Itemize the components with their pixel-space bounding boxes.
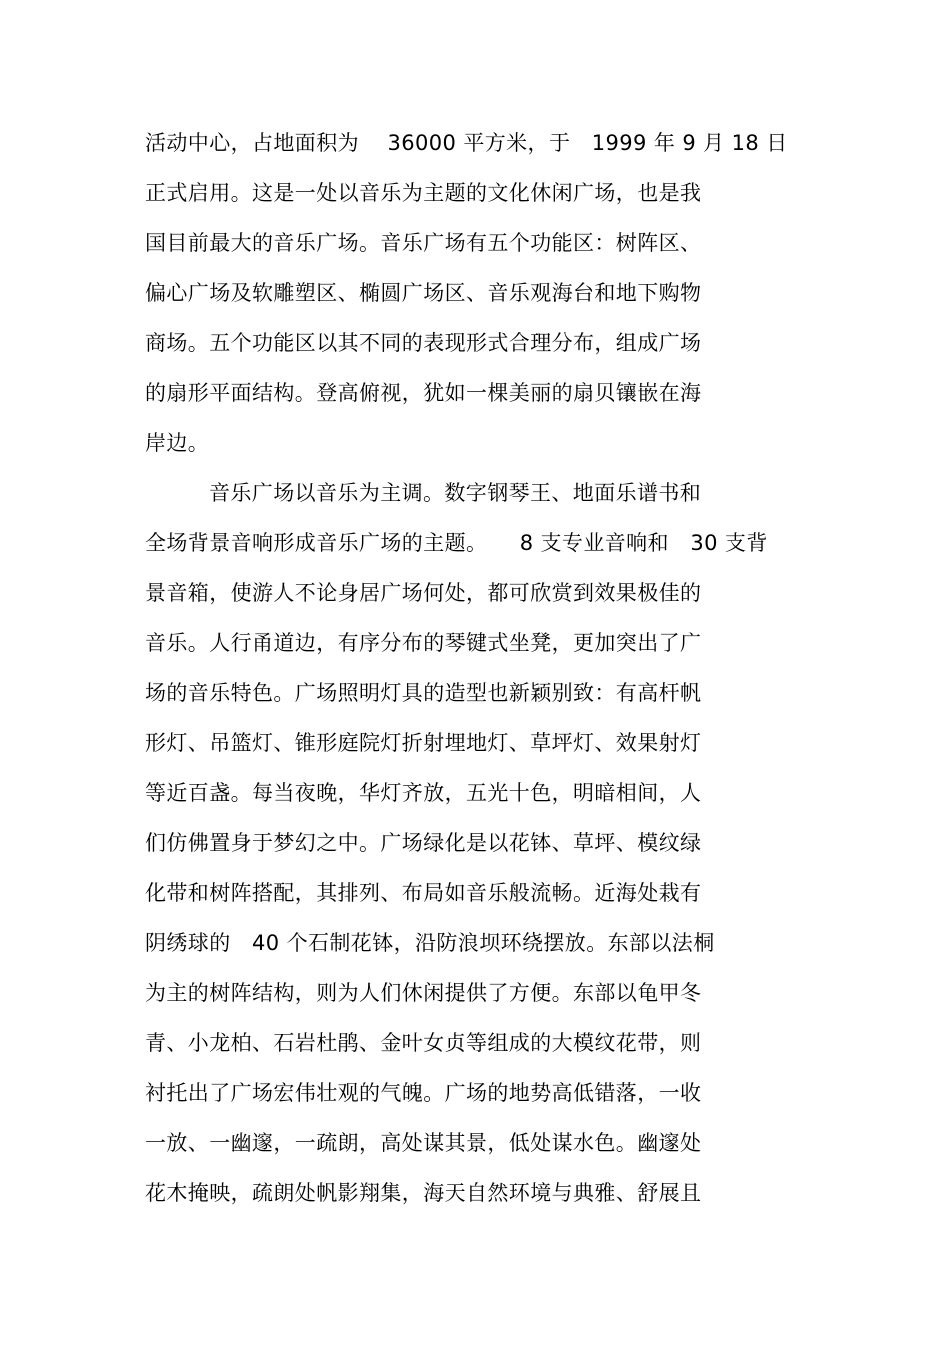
text-line-indented: 音乐广场以音乐为主调。数字钢琴王、地面乐谱书和	[209, 481, 702, 505]
body-text	[145, 118, 825, 1218]
text-line: 全场背景音响形成音乐广场的主题。 8 支专业音响和 30 支背	[145, 531, 768, 555]
text-line: 场的音乐特色。广场照明灯具的造型也新颖别致：有高杆帆	[145, 681, 702, 705]
text-line: 形灯、吊篮灯、锥形庭院灯折射埋地灯、草坪灯、效果射灯	[145, 731, 702, 755]
text-line: 一放、一幽邃，一疏朗，高处谋其景，低处谋水色。幽邃处	[145, 1131, 702, 1155]
text-line: 花木掩映，疏朗处帆影翔集，海天自然环境与典雅、舒展且	[145, 1181, 702, 1205]
text-line: 的扇形平面结构。登高俯视，犹如一棵美丽的扇贝镶嵌在海	[145, 381, 702, 405]
text-line: 景音箱，使游人不论身居广场何处，都可欣赏到效果极佳的	[145, 581, 702, 605]
text-line: 正式启用。这是一处以音乐为主题的文化休闲广场，也是我	[145, 181, 702, 205]
text-line: 商场。五个功能区以其不同的表现形式合理分布，组成广场	[145, 331, 702, 355]
text-line: 偏心广场及软雕塑区、椭圆广场区、音乐观海台和地下购物	[145, 281, 702, 305]
text-line: 岸边。	[145, 431, 210, 455]
text-line: 们仿佛置身于梦幻之中。广场绿化是以花钵、草坪、模纹绿	[145, 831, 702, 855]
text-line: 音乐。人行甬道边，有序分布的琴键式坐凳，更加突出了广	[145, 631, 702, 655]
text-line: 活动中心，占地面积为 36000 平方米，于 1999 年 9 月 18 日	[145, 131, 788, 155]
text-line: 衬托出了广场宏伟壮观的气魄。广场的地势高低错落，一收	[145, 1081, 702, 1105]
text-line: 等近百盏。每当夜晚，华灯齐放，五光十色，明暗相间，人	[145, 781, 702, 805]
text-line: 阴绣球的 40 个石制花钵，沿防浪坝环绕摆放。东部以法桐	[145, 931, 715, 955]
text-line: 青、小龙柏、石岩杜鹃、金叶女贞等组成的大模纹花带，则	[145, 1031, 702, 1055]
text-line: 化带和树阵搭配，其排列、布局如音乐般流畅。近海处栽有	[145, 881, 702, 905]
text-line: 国目前最大的音乐广场。音乐广场有五个功能区：树阵区、	[145, 231, 702, 255]
paragraph-1	[145, 118, 825, 468]
text-line: 为主的树阵结构，则为人们休闲提供了方便。东部以龟甲冬	[145, 981, 702, 1005]
paragraph-2	[145, 468, 825, 1218]
